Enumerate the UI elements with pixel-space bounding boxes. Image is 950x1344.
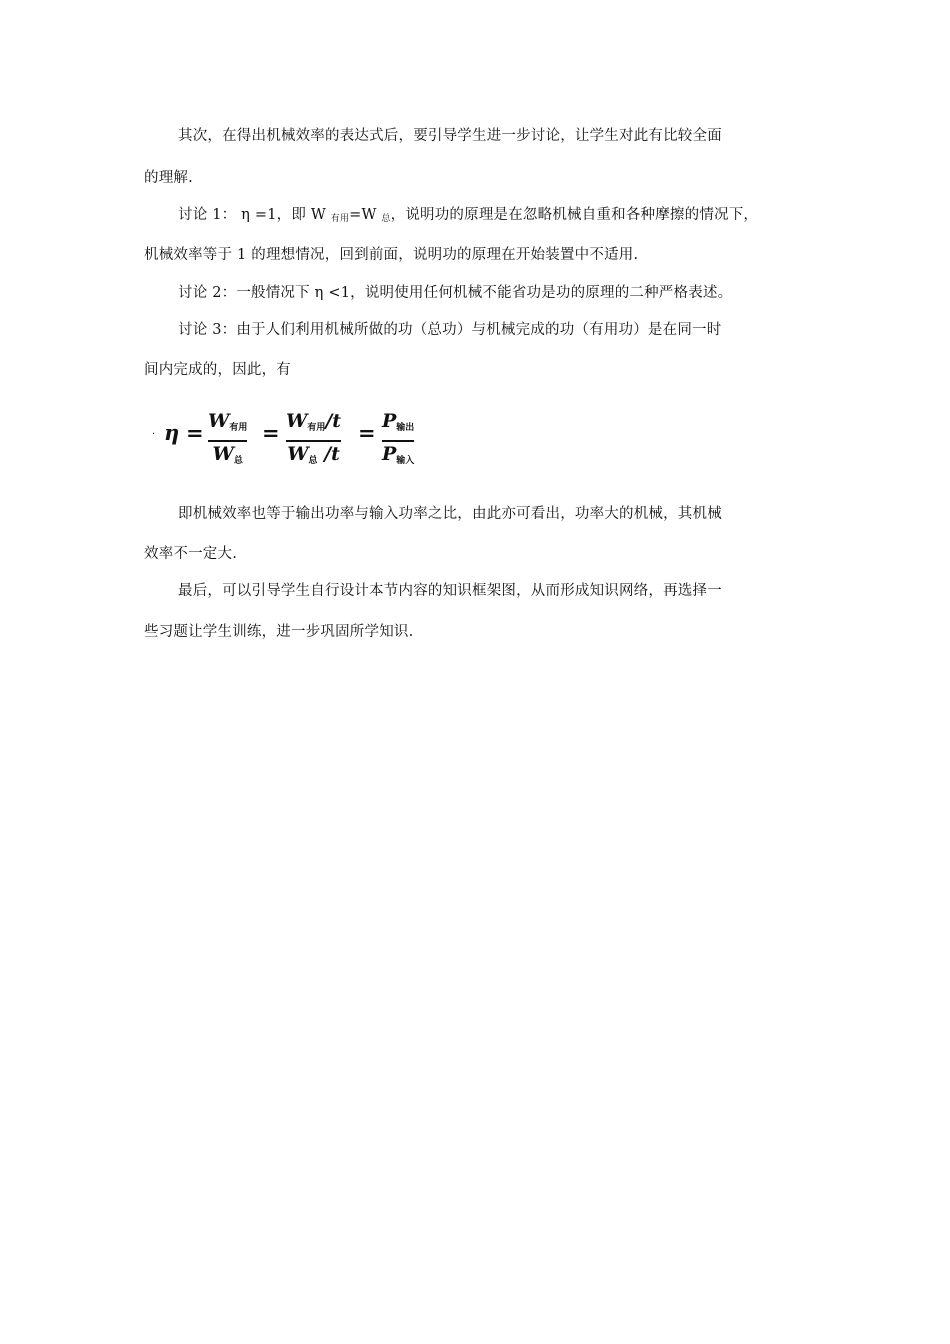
fraction-useful-per-time — [286, 410, 341, 472]
eta-symbol: η — [164, 420, 180, 445]
fraction-useful-over-total — [208, 410, 247, 472]
fraction-3-denominator: P输入 — [382, 443, 415, 466]
paragraph-2-line-1 — [178, 205, 758, 229]
fraction-2-denominator: W总 /t — [287, 443, 340, 466]
paragraph-3-line-1: 讨论 2：一般情况下 η <1，说明使用任何机械不能省功是功的原理的二种严格表述。 — [178, 285, 733, 301]
paragraph-6-line-1: 最后，可以引导学生自行设计本节内容的知识框架图，从而形成知识网络，再选择一 — [178, 583, 722, 599]
equals-sign-3: = — [358, 420, 376, 445]
formula-dot: · — [152, 429, 156, 440]
equals-sign-2: = — [262, 420, 280, 445]
discussion-1-text-c: ，说明功的原理是在忽略机械自重和各种摩擦的情况下， — [390, 207, 759, 223]
subscript-total: 总 — [381, 214, 391, 224]
discussion-1-text-a: 讨论 1： η =1，即 W — [178, 207, 331, 223]
fraction-2-bar — [286, 440, 341, 442]
paragraph-4-line-1: 讨论 3：由于人们利用机械所做的功（总功）与机械完成的功（有用功）是在同一时 — [178, 322, 722, 338]
paragraph-1-line-2: 的理解. — [144, 170, 193, 186]
paragraph-2-line-2: 机械效率等于 1 的理想情况，回到前面，说明功的原理在开始装置中不适用. — [144, 247, 639, 263]
fraction-3-numerator: P输出 — [382, 410, 415, 433]
paragraph-5-line-1: 即机械效率也等于输出功率与输入功率之比，由此亦可看出，功率大的机械，其机械 — [178, 506, 722, 522]
fraction-3-bar — [382, 440, 414, 442]
paragraph-1-line-1: 其次，在得出机械效率的表达式后，要引导学生进一步讨论，让学生对此有比较全面 — [178, 128, 722, 144]
equals-sign-1: = — [186, 420, 204, 445]
efficiency-formula — [152, 406, 452, 466]
fraction-1-bar — [208, 440, 247, 442]
fraction-power-out-over-in — [382, 410, 414, 472]
subscript-useful: 有用 — [330, 214, 350, 224]
paragraph-5-line-2: 效率不一定大. — [144, 546, 238, 562]
fraction-1-numerator: W有用 — [208, 410, 248, 433]
fraction-1-denominator: W总 — [212, 443, 243, 466]
paragraph-6-line-2: 些习题让学生训练，进一步巩固所学知识. — [144, 624, 414, 640]
discussion-1-text-b: =W — [349, 207, 382, 223]
paragraph-4-line-2: 间内完成的，因此，有 — [144, 362, 291, 378]
fraction-2-numerator: W有用/t — [286, 410, 342, 433]
